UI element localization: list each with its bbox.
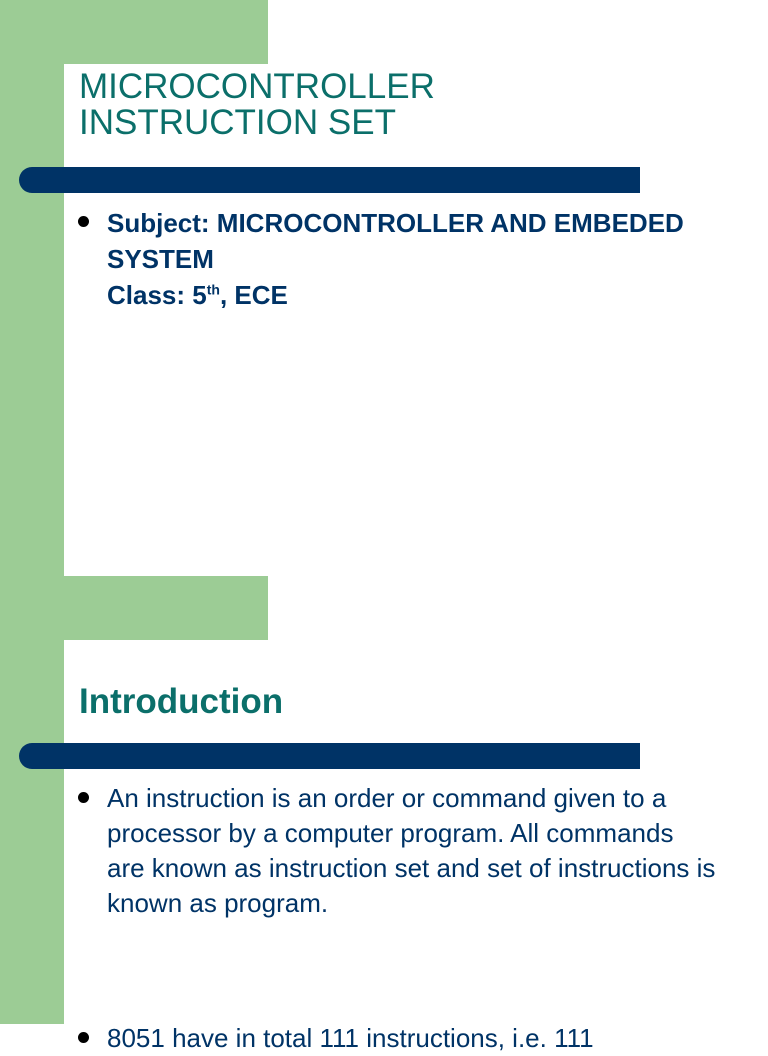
bullet-dot-icon	[78, 792, 89, 803]
bullet-list	[78, 205, 718, 313]
title-divider	[19, 167, 640, 193]
bullet-list	[78, 781, 718, 1056]
class-text: Class: 5th, ECE	[107, 280, 288, 310]
slide-2	[0, 576, 768, 1053]
top-band	[0, 0, 268, 64]
title-line-2: INSTRUCTION SET	[79, 103, 396, 142]
side-band	[0, 576, 64, 1024]
slide-title: Introduction	[79, 682, 284, 721]
side-band	[0, 0, 64, 576]
bullet-dot-icon	[78, 216, 89, 227]
list-item	[78, 781, 718, 921]
list-item	[78, 205, 718, 313]
title-line-1: MICROCONTROLLER	[79, 67, 435, 106]
bullet-text: An instruction is an order or command given to a processor by a computer program. All commands are known as instruction set and set of instructions is known as program.	[107, 783, 716, 918]
bullet-dot-icon	[78, 1032, 89, 1043]
top-band	[0, 576, 268, 640]
bullet-text: 8051 have in total 111 instructions, i.e. 111	[107, 1023, 594, 1053]
slide-title	[79, 69, 435, 141]
title-divider	[19, 743, 640, 769]
list-item	[78, 1021, 718, 1056]
subject-text: Subject: MICROCONTROLLER AND EMBEDED SYSTEM	[107, 208, 684, 274]
